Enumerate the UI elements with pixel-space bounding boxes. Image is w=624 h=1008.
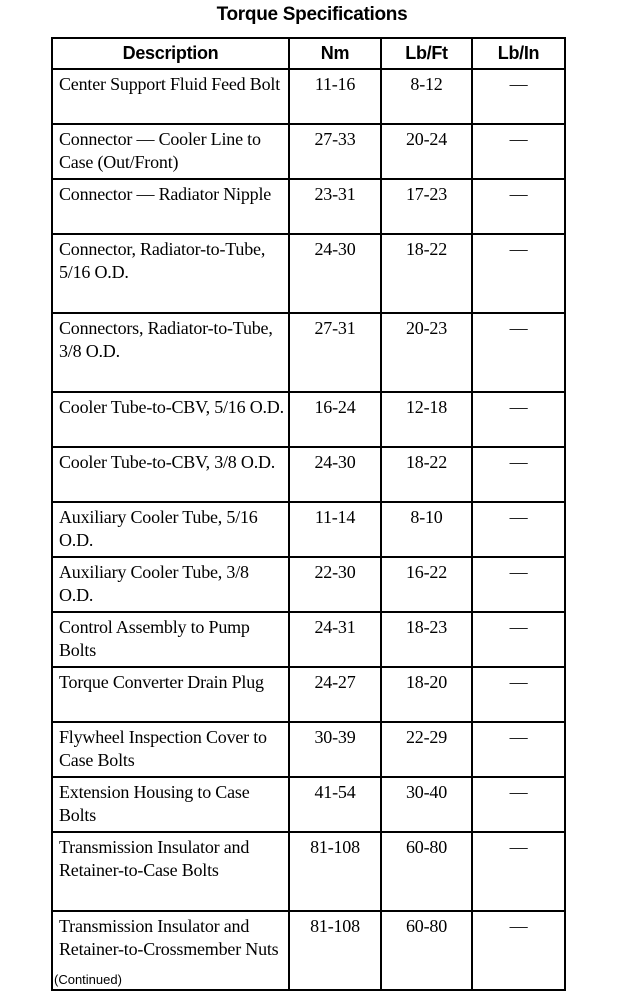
lbft-cell: 18-22 xyxy=(381,447,472,502)
table-row xyxy=(52,832,565,911)
lbft-cell: 30-40 xyxy=(381,777,472,832)
description-cell: Connector — Cooler Line to Case (Out/Front) xyxy=(52,124,289,179)
lbin-cell: — xyxy=(472,447,565,502)
column-header-lbft: Lb/Ft xyxy=(381,38,472,69)
table-row xyxy=(52,392,565,447)
description-cell: Torque Converter Drain Plug xyxy=(52,667,289,722)
description-cell: Connector — Radiator Nipple xyxy=(52,179,289,234)
lbin-cell: — xyxy=(472,392,565,447)
lbin-cell: — xyxy=(472,667,565,722)
description-cell: Extension Housing to Case Bolts xyxy=(52,777,289,832)
description-cell: Transmission Insulator and Retainer-to-Case Bolts xyxy=(52,832,289,911)
continued-note: (Continued) xyxy=(54,972,122,987)
table-row xyxy=(52,313,565,392)
nm-cell: 81-108 xyxy=(289,832,381,911)
lbin-cell: — xyxy=(472,612,565,667)
lbin-cell: — xyxy=(472,722,565,777)
nm-cell: 41-54 xyxy=(289,777,381,832)
description-cell: Transmission Insulator and Retainer-to-Crossmember Nuts xyxy=(52,911,289,990)
lbin-cell: — xyxy=(472,234,565,313)
table-row xyxy=(52,234,565,313)
lbft-cell: 18-22 xyxy=(381,234,472,313)
table-row xyxy=(52,612,565,667)
lbin-cell: — xyxy=(472,313,565,392)
torque-spec-table xyxy=(51,37,566,991)
table-row xyxy=(52,911,565,990)
lbin-cell: — xyxy=(472,502,565,557)
nm-cell: 23-31 xyxy=(289,179,381,234)
table-header-row xyxy=(52,38,565,69)
description-cell: Control Assembly to Pump Bolts xyxy=(52,612,289,667)
table-row xyxy=(52,124,565,179)
lbft-cell: 16-22 xyxy=(381,557,472,612)
description-cell: Auxiliary Cooler Tube, 5/16 O.D. xyxy=(52,502,289,557)
table-row xyxy=(52,557,565,612)
column-header-description: Description xyxy=(52,38,289,69)
description-cell: Connector, Radiator-to-Tube, 5/16 O.D. xyxy=(52,234,289,313)
nm-cell: 81-108 xyxy=(289,911,381,990)
lbin-cell: — xyxy=(472,124,565,179)
lbin-cell: — xyxy=(472,557,565,612)
lbft-cell: 17-23 xyxy=(381,179,472,234)
lbft-cell: 12-18 xyxy=(381,392,472,447)
nm-cell: 22-30 xyxy=(289,557,381,612)
nm-cell: 27-33 xyxy=(289,124,381,179)
lbft-cell: 18-23 xyxy=(381,612,472,667)
lbin-cell: — xyxy=(472,832,565,911)
lbin-cell: — xyxy=(472,777,565,832)
page-title: Torque Specifications xyxy=(216,4,408,25)
table-row xyxy=(52,69,565,124)
column-header-nm: Nm xyxy=(289,38,381,69)
table-row xyxy=(52,777,565,832)
nm-cell: 24-27 xyxy=(289,667,381,722)
nm-cell: 24-30 xyxy=(289,234,381,313)
nm-cell: 16-24 xyxy=(289,392,381,447)
table-row xyxy=(52,179,565,234)
lbft-cell: 22-29 xyxy=(381,722,472,777)
nm-cell: 30-39 xyxy=(289,722,381,777)
description-cell: Flywheel Inspection Cover to Case Bolts xyxy=(52,722,289,777)
lbin-cell: — xyxy=(472,69,565,124)
nm-cell: 11-14 xyxy=(289,502,381,557)
description-cell: Cooler Tube-to-CBV, 5/16 O.D. xyxy=(52,392,289,447)
lbin-cell: — xyxy=(472,179,565,234)
description-cell: Cooler Tube-to-CBV, 3/8 O.D. xyxy=(52,447,289,502)
nm-cell: 11-16 xyxy=(289,69,381,124)
lbft-cell: 60-80 xyxy=(381,832,472,911)
lbft-cell: 8-12 xyxy=(381,69,472,124)
table-row xyxy=(52,502,565,557)
lbft-cell: 20-23 xyxy=(381,313,472,392)
table-row xyxy=(52,722,565,777)
nm-cell: 27-31 xyxy=(289,313,381,392)
lbin-cell: — xyxy=(472,911,565,990)
nm-cell: 24-30 xyxy=(289,447,381,502)
table-row xyxy=(52,447,565,502)
nm-cell: 24-31 xyxy=(289,612,381,667)
lbft-cell: 8-10 xyxy=(381,502,472,557)
description-cell: Center Support Fluid Feed Bolt xyxy=(52,69,289,124)
description-cell: Auxiliary Cooler Tube, 3/8 O.D. xyxy=(52,557,289,612)
column-header-lbin: Lb/In xyxy=(472,38,565,69)
lbft-cell: 60-80 xyxy=(381,911,472,990)
table-row xyxy=(52,667,565,722)
lbft-cell: 20-24 xyxy=(381,124,472,179)
lbft-cell: 18-20 xyxy=(381,667,472,722)
description-cell: Connectors, Radiator-to-Tube, 3/8 O.D. xyxy=(52,313,289,392)
